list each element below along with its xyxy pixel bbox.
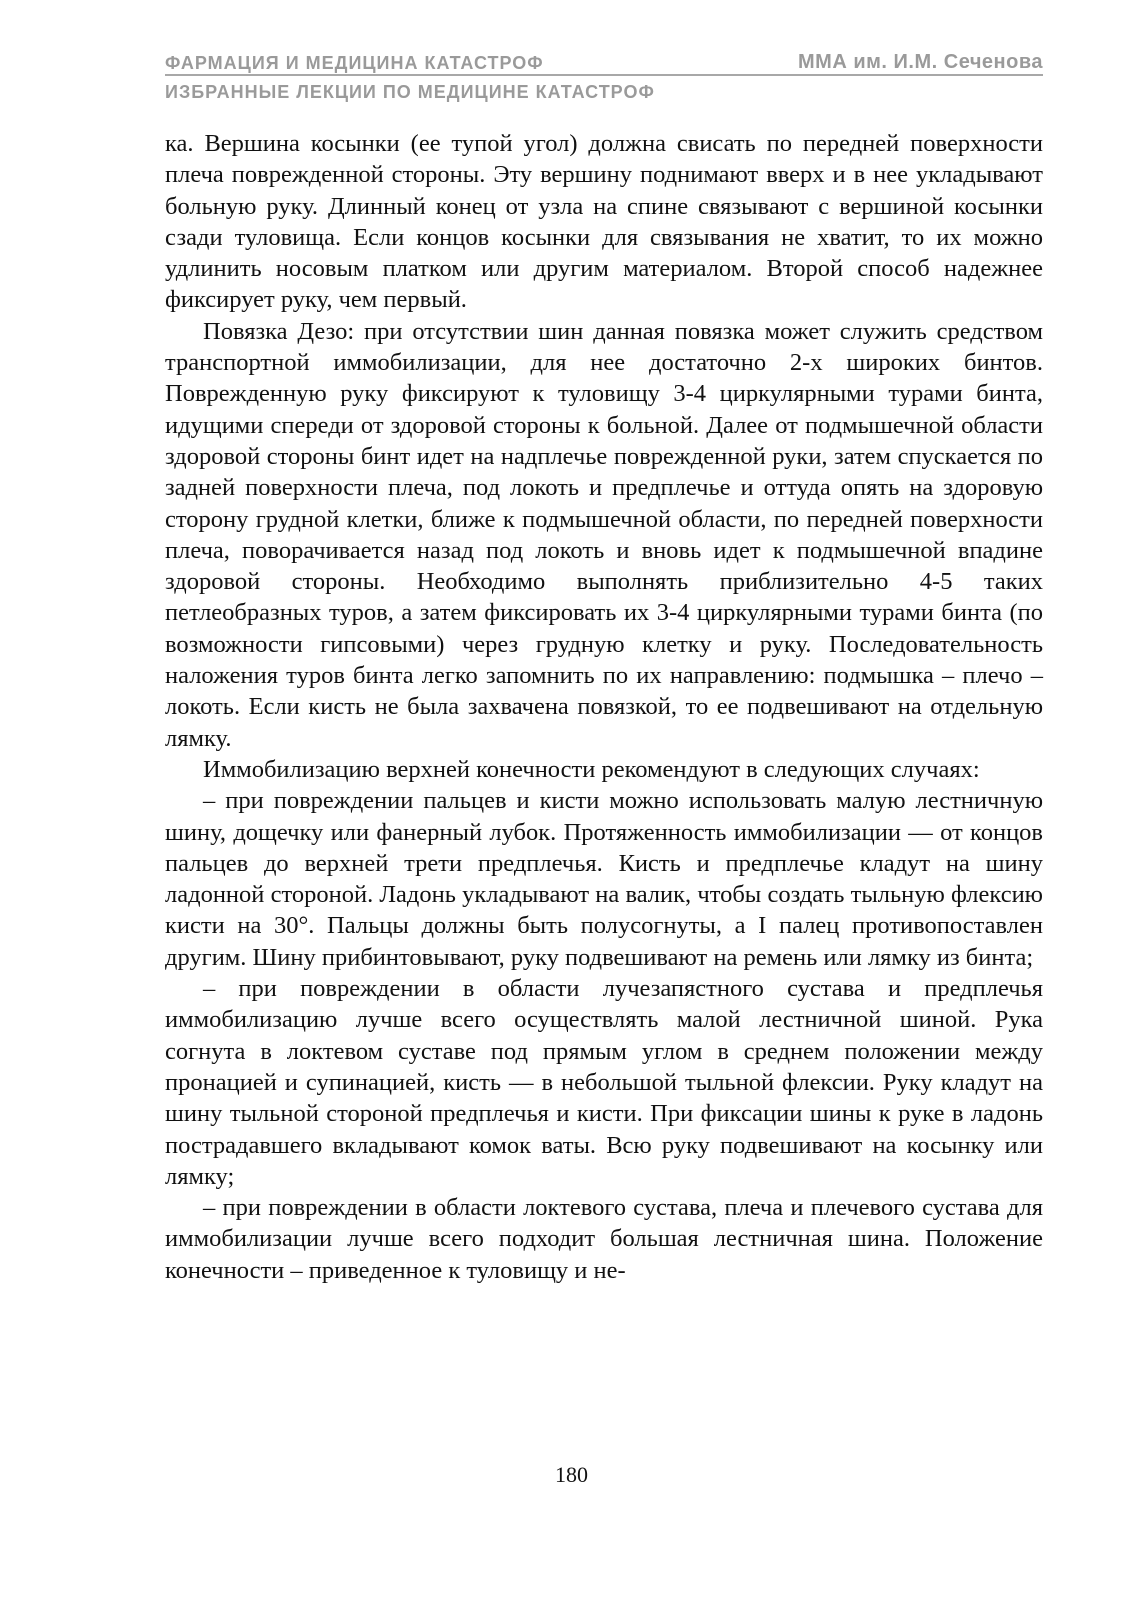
- paragraph-immobilization-intro: Иммобилизацию верхней конечности рекомендуют в следующих случаях:: [203, 755, 980, 783]
- running-header: [165, 48, 1043, 103]
- header-book-title: ФАРМАЦИЯ И МЕДИЦИНА КАТАСТРОФ: [165, 53, 544, 73]
- paragraph-deso-bandage: Повязка Дезо: при отсутствии шин данная повязка может служить средством транспортной иммобилизации, для нее достаточно 2-х широких бинтов. Поврежденную руку фиксируют к туловищу 3-4 циркулярными турами бинта, идущими спереди от здоровой стороны к больной. Далее от подмышечной области здоровой стороны бинт идет на надплечье поврежденной руки, затем спускается по задней поверхности плеча, под локоть и предплечье и оттуда опять на здоровую сторону грудной клетки, ближе к подмышечной области, по передней поверхности плеча, поворачивается назад под локоть и вновь идет к подмышечной впадине здоровой стороны. Необходимо выполнять приблизительно 4-5 таких петлеобразных туров, а затем фиксировать их 3-4 циркулярными турами бинта (по возможности гипсовыми) через грудную клетку и руку. Последовательность наложения туров бинта легко запомнить по их направлению: подмышка – плечо – локоть. Если кисть не была захвачена повязкой, то ее подвешивают на отдельную лямку.: [165, 317, 1043, 752]
- paragraph-continuation: ка. Вершина косынки (ее тупой угол) должна свисать по передней поверхности плеча поврежденной стороны. Эту вершину поднимают вверх и в нее укладывают больную руку. Длинный конец от узла на спине связывают с вершиной косынки сзади туловища. Если концов косынки для связывания не хватит, то их можно удлинить носовым платком или другим материалом. Второй способ надежнее фиксирует руку, чем первый.: [165, 130, 1043, 314]
- body-text: [165, 128, 1043, 1286]
- paragraph-elbow-shoulder: – при повреждении в области локтевого сустава, плеча и плечевого сустава для иммобилизации лучше всего подходит большая лестничная шина. Положение конечности – приведенное к туловищу и не-: [165, 1194, 1043, 1284]
- paragraph-fingers-hand: – при повреждении пальцев и кисти можно использовать малую лестничную шину, дощечку или фанерный лубок. Протяженность иммобилизации — от концов пальцев до верхней трети предплечья. Кисть и предплечье кладут на шину ладонной стороной. Ладонь укладывают на валик, чтобы создать тыльную флексию кисти на 30°. Пальцы должны быть полусогнуты, а I палец противопоставлен другим. Шину прибинтовывают, руку подвешивают на ремень или лямку из бинта;: [165, 787, 1043, 971]
- paragraph-wrist-forearm: – при повреждении в области лучезапястного сустава и предплечья иммобилизацию лучше всего осуществлять малой лестничной шиной. Рука согнута в локтевом суставе под прямым углом в среднем положении между пронацией и супинацией, кисть — в небольшой тыльной флексии. Руку кладут на шину тыльной стороной предплечья и кисти. При фиксации шины к руке в ладонь пострадавшего вкладывают комок ваты. Всю руку подвешивают на косынку или лямку;: [165, 975, 1043, 1190]
- header-institution: ММА им. И.М. Сеченова: [798, 51, 1043, 73]
- page-number: 180: [555, 1462, 588, 1487]
- header-row: [165, 48, 1043, 76]
- header-subtitle: ИЗБРАННЫЕ ЛЕКЦИИ ПО МЕДИЦИНЕ КАТАСТРОФ: [165, 82, 655, 102]
